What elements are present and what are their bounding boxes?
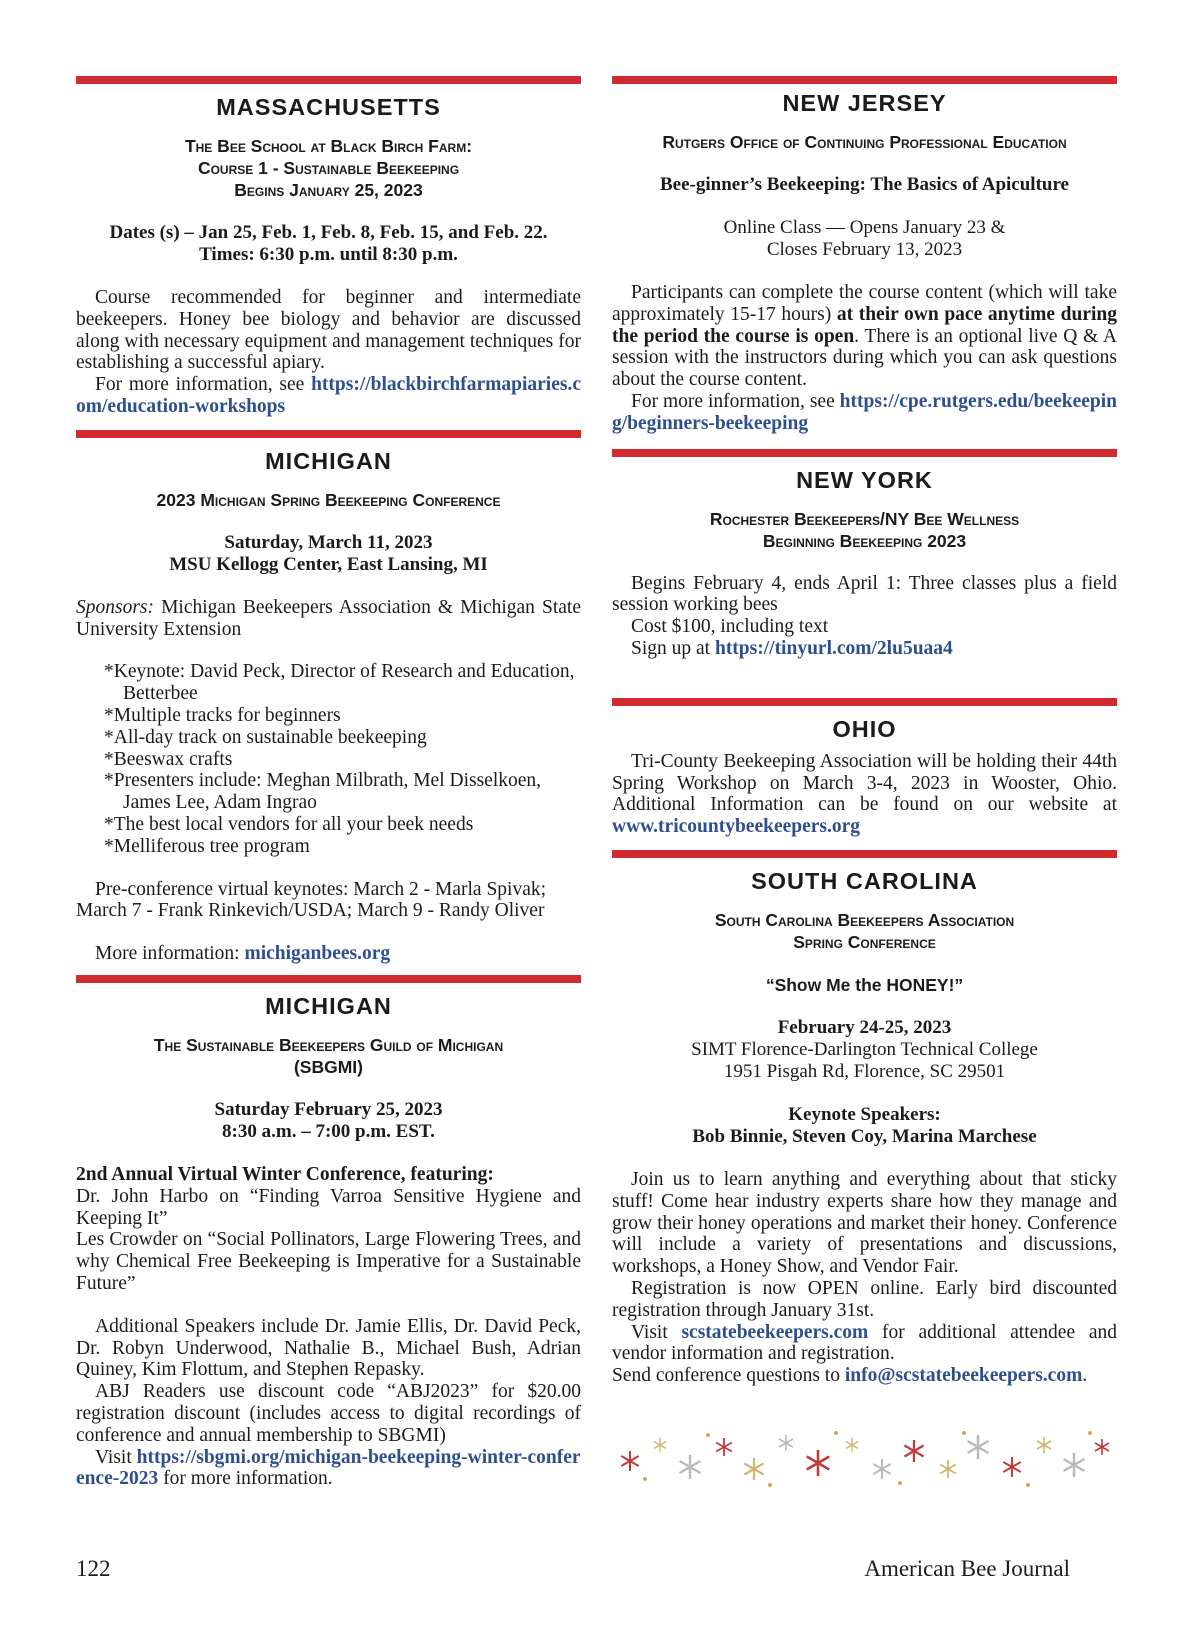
new-york-section bbox=[612, 449, 1117, 660]
section-rule bbox=[76, 975, 581, 983]
section-rule bbox=[612, 76, 1117, 84]
state-heading: NEW YORK bbox=[796, 466, 933, 493]
list-item: *Melliferous tree program bbox=[104, 835, 310, 857]
cost-line: Cost $100, including text bbox=[631, 616, 829, 638]
more-info: For more information, see https://cpe.rutgers.edu/beekeeping/beginners-beekeeping bbox=[612, 390, 1117, 434]
section-rule bbox=[612, 698, 1117, 706]
event-description: Course recommended for beginner and intermediate beekeepers. Honey bee biology and behavior are discussed along with necessary equipment and management techniques for establishing a successful apiary. bbox=[76, 287, 581, 374]
state-heading: MASSACHUSETTS bbox=[216, 94, 441, 120]
snowflake-icon bbox=[807, 1450, 830, 1476]
more-info-link[interactable]: https://blackbirchfarmapiaries.com/education-workshops bbox=[76, 374, 581, 417]
snowflake-icon bbox=[1095, 1439, 1109, 1455]
list-item: *All-day track on sustainable beekeeping bbox=[104, 726, 427, 748]
section-rule bbox=[612, 850, 1117, 858]
right-column bbox=[612, 76, 1117, 1493]
snowflake-icon bbox=[904, 1440, 923, 1462]
south-carolina-section bbox=[612, 850, 1117, 1493]
state-heading: MICHIGAN bbox=[265, 992, 392, 1019]
signup-link[interactable]: https://tinyurl.com/2lu5uaa4 bbox=[714, 637, 953, 659]
event-date-venue: February 24-25, 2023 SIMT Florence-Darlington Technical College 1951 Pisgah Rd, Florence, SC 29501 bbox=[691, 1016, 1038, 1082]
section-rule bbox=[76, 430, 581, 438]
talk-item: Les Crowder on “Social Pollinators, Large Flowering Trees, and why Chemical Free Beekeeping is Imperative for a Sustainable Future” bbox=[76, 1229, 581, 1294]
sponsors: Sponsors: Michigan Beekeepers Association & Michigan State University Extension bbox=[76, 596, 581, 640]
sparkle-dots bbox=[643, 1431, 1092, 1487]
section-rule bbox=[76, 76, 581, 84]
ohio-section bbox=[612, 698, 1117, 838]
list-item: *The best local vendors for all your beek needs bbox=[104, 813, 474, 835]
snowflake-icon bbox=[716, 1438, 732, 1456]
event-organizer: Rutgers Office of Continuing Professional Education bbox=[662, 132, 1067, 152]
event-date-venue: Saturday, March 11, 2023 MSU Kellogg Center, East Lansing, MI bbox=[169, 531, 488, 575]
more-info-link[interactable]: michiganbees.org bbox=[244, 943, 391, 965]
list-item: *Keynote: David Peck, Director of Research and Education, Betterbee bbox=[104, 661, 575, 705]
more-info: More information: michiganbees.org bbox=[95, 943, 391, 965]
featuring-heading: 2nd Annual Virtual Winter Conference, featuring: bbox=[76, 1163, 494, 1185]
preconference: Pre-conference virtual keynotes: March 2 - Marla Spivak; March 7 - Frank Rinkevich/USDA; March 9 - Randy Oliver bbox=[76, 878, 547, 922]
list-item: *Beeswax crafts bbox=[104, 748, 233, 770]
keynote-speakers: Keynote Speakers: Bob Binnie, Steven Coy, Marina Marchese bbox=[692, 1103, 1037, 1147]
event-title: 2023 Michigan Spring Beekeeping Conference bbox=[156, 489, 501, 510]
snowflake-icon bbox=[940, 1460, 956, 1478]
visit-link[interactable]: https://sbgmi.org/michigan-beekeeping-winter-conference-2023 bbox=[76, 1446, 581, 1490]
signup-line: Sign up at https://tinyurl.com/2lu5uaa4 bbox=[631, 637, 953, 659]
state-heading: NEW JERSEY bbox=[782, 90, 947, 116]
registration-note: Registration is now OPEN online. Early bird discounted registration through January 31st. bbox=[612, 1277, 1117, 1321]
state-heading: OHIO bbox=[832, 715, 897, 742]
ohio-description: Tri-County Beekeeping Association will be holding their 44th Spring Workshop on March 3-4, 2023 in Wooster, Ohio. Additional Information can be found on our website at www.tricountybeekeepers.org bbox=[612, 750, 1117, 838]
event-title: South Carolina Beekeepers Association Spring Conference bbox=[714, 909, 1015, 952]
snowflake-icon bbox=[1003, 1457, 1020, 1477]
event-dates: Dates (s) – Jan 25, Feb. 1, Feb. 8, Feb. 15, and Feb. 22. Times: 6:30 p.m. until 8:30 p.m. bbox=[109, 222, 548, 265]
state-heading: SOUTH CAROLINA bbox=[751, 867, 978, 894]
course-dates: Online Class — Opens January 23 & Closes February 13, 2023 bbox=[723, 217, 1006, 260]
visit-note: Visit https://sbgmi.org/michigan-beekeeping-winter-conference-2023 for more information. bbox=[76, 1446, 581, 1490]
snowflake-icon bbox=[1064, 1453, 1085, 1477]
publication-name: American Bee Journal bbox=[864, 1556, 1070, 1581]
schedule-line: Begins February 4, ends April 1: Three classes plus a field session working bees bbox=[612, 572, 1117, 616]
discount-note: ABJ Readers use discount code “ABJ2023” for $20.00 registration discount (includes access to digital recordings of conference and annual membership to SBGMI) bbox=[76, 1381, 581, 1446]
list-item: *Presenters include: Meghan Milbrath, Mel Disselkoen, James Lee, Adam Ingrao bbox=[104, 770, 542, 814]
new-jersey-section bbox=[612, 76, 1117, 435]
snowflake-icon bbox=[680, 1455, 701, 1479]
list-item: *Multiple tracks for beginners bbox=[104, 704, 341, 726]
event-description: Join us to learn anything and everything about that sticky stuff! Come hear industry experts share how they manage and grow their honey operations and market their honey. Conference will include a variety of presentations and discussions, workshops, a Honey Show, and Vendor Fair. bbox=[612, 1168, 1117, 1278]
visit-link[interactable]: scstatebeekeepers.com bbox=[681, 1321, 869, 1343]
event-tagline: “Show Me the HONEY!” bbox=[765, 974, 964, 995]
michigan-sbgmi-section bbox=[76, 975, 581, 1490]
massachusetts-section bbox=[76, 76, 581, 418]
additional-speakers: Additional Speakers include Dr. Jamie Ellis, Dr. David Peck, Dr. Robyn Underwood, Nathalie B., Michael Bush, Adrian Quiney, Kim Flottum, and Stephen Repasky. bbox=[76, 1315, 581, 1381]
state-heading: MICHIGAN bbox=[265, 447, 392, 474]
event-title: Rochester Beekeepers/NY Bee Wellness Beginning Beekeeping 2023 bbox=[709, 508, 1020, 551]
snowflake-icon bbox=[1037, 1437, 1051, 1453]
snowflake-icon bbox=[779, 1435, 793, 1451]
event-title: The Bee School at Black Birch Farm: Course 1 - Sustainable Beekeeping Begins January 25, 2023 bbox=[184, 136, 473, 200]
section-rule bbox=[612, 449, 1117, 457]
snowflake-icon bbox=[654, 1438, 666, 1452]
page-number: 122 bbox=[76, 1556, 111, 1581]
more-info: For more information, see https://blackbirchfarmapiaries.com/education-workshops bbox=[76, 374, 581, 417]
snowflake-icon bbox=[744, 1458, 763, 1480]
more-info-link[interactable]: https://cpe.rutgers.edu/beekeeping/beginners-beekeeping bbox=[612, 390, 1117, 434]
snowflake-icon bbox=[873, 1459, 890, 1479]
michigan-conference-section bbox=[76, 430, 581, 965]
left-column bbox=[76, 76, 581, 1490]
snowflake-icon bbox=[846, 1438, 858, 1452]
snowflake-icon bbox=[621, 1451, 638, 1471]
snowflake-border-decoration bbox=[612, 1423, 1117, 1493]
website-link[interactable]: www.tricountybeekeepers.org bbox=[612, 816, 861, 838]
event-date-time: Saturday February 25, 2023 8:30 a.m. – 7:00 p.m. EST. bbox=[214, 1098, 443, 1142]
contact-note: Send conference questions to info@scstatebeekeepers.com. bbox=[612, 1365, 1088, 1387]
email-link[interactable]: info@scstatebeekeepers.com bbox=[844, 1365, 1083, 1387]
snowflake-icon bbox=[968, 1435, 989, 1459]
course-description: Participants can complete the course content (which will take approximately 15-17 hours) at their own pace anytime during the period the course is open. There is an optional live Q & A session with the instructors during which you can ask questions about the course content. bbox=[612, 282, 1117, 391]
visit-note: Visit scstatebeekeepers.com for additional attendee and vendor information and registration. bbox=[612, 1321, 1117, 1365]
event-title: The Sustainable Beekeepers Guild of Michigan (SBGMI) bbox=[153, 1034, 504, 1077]
talk-item: Dr. John Harbo on “Finding Varroa Sensitive Hygiene and Keeping It” bbox=[76, 1185, 581, 1229]
highlight-list bbox=[104, 661, 581, 857]
course-title: Bee-ginner’s Beekeeping: The Basics of Apiculture bbox=[659, 174, 1069, 195]
